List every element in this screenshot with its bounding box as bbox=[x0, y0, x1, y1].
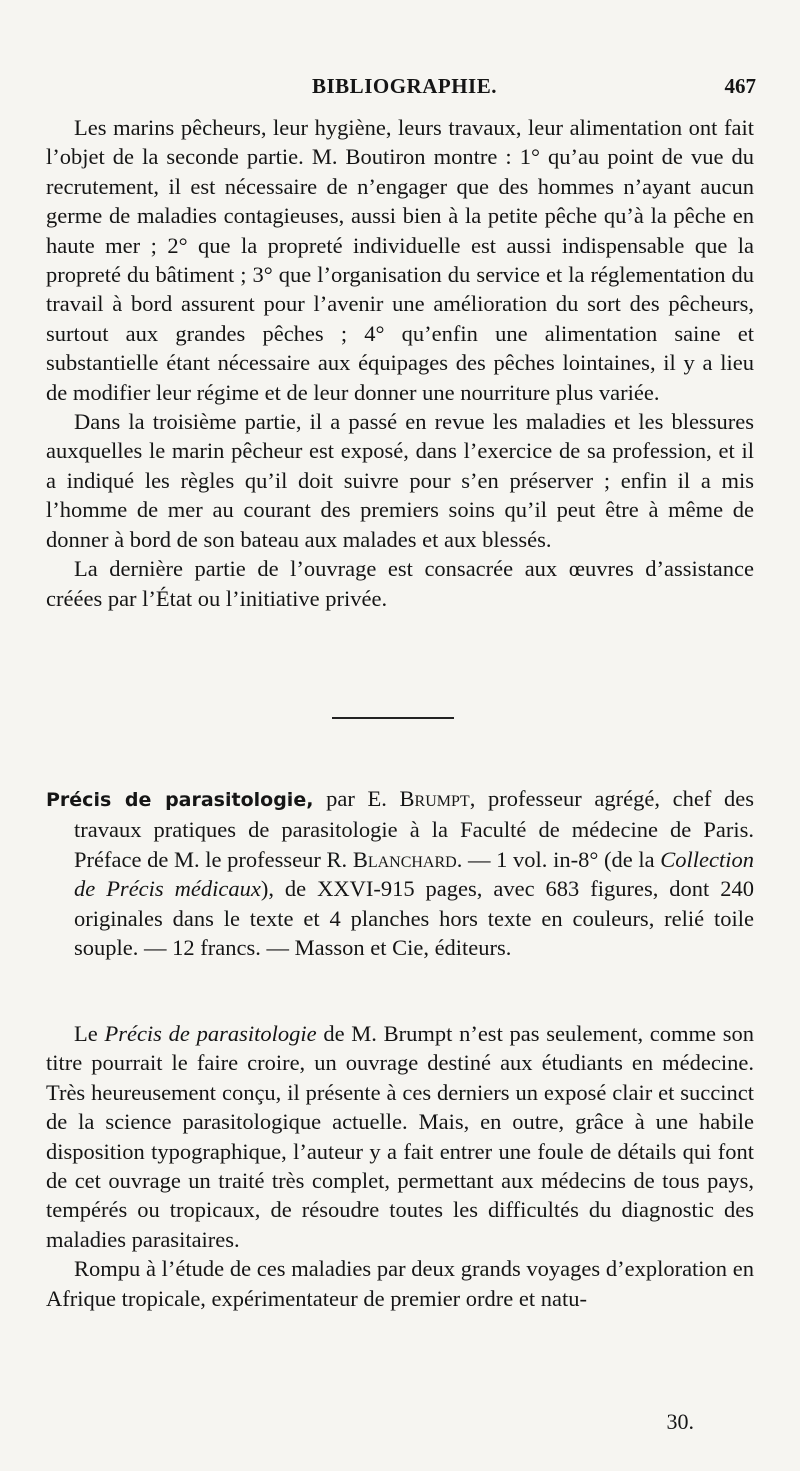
paragraph-text: Le bbox=[74, 1021, 105, 1046]
paragraph: Dans la troisième partie, il a passé en revue les maladies et les blessures auxquelles le marin pêcheur est exposé, dans l’exercice de sa profession, et il a indiqué les règles qu’il doit suivre pour s’en préserver ; enfin il a mis l’homme de mer au courant des premiers soins qu’il peut être à même de donner à bord de son bateau aux malades et aux blessés. bbox=[46, 409, 754, 552]
paragraph-text: de M. Brumpt n’est pas seulement, comme son titre pourrait le faire croire, un ouvrage destiné aux étudiants en médecine. Très heureusement conçu, il présente à ces derniers un exposé clair et succinct de la science parasitologique actuelle. Mais, en outre, grâce à une habile disposition typographique, l’auteur y a fait entrer une foule de détails qui font de cet ouvrage un traité très complet, permettant aux médecins de tous pays, tempérés ou tropicaux, de résoudre toutes les difficultés du diagnostic des maladies parasitaires. bbox=[46, 1021, 754, 1252]
paragraph: Les marins pêcheurs, leur hygiène, leurs travaux, leur alimentation ont fait l’objet de la seconde partie. M. Boutiron montre : 1° qu’au point de vue du recrutement, il est nécessaire de n’engager que des hommes n’ayant aucun germe de maladies contagieuses, aussi bien à la petite pêche qu’à la pêche en haute mer ; 2° que la propreté individuelle est aussi indispensable que la propreté du bâtiment ; 3° que l’organisation du service et la réglementation du travail à bord assurent pour l’avenir une amélioration du sort des pêcheurs, surtout aux grandes pêches ; 4° qu’enfin une alimentation saine et substantielle étant nécessaire aux équipages des pêches lointaines, il y a lieu de modifier leur régime et de leur donner une nourriture plus variée. bbox=[46, 115, 754, 405]
page-number: 467 bbox=[724, 74, 756, 98]
signature-mark: 30. bbox=[666, 1409, 694, 1434]
entry-text: . — 1 vol. in-8° (de la bbox=[456, 846, 661, 872]
running-head-title: BIBLIOGRAPHIE. bbox=[312, 74, 497, 98]
entry-text: par E. bbox=[313, 786, 400, 811]
review-body bbox=[46, 1019, 754, 1313]
running-head bbox=[0, 74, 800, 104]
paragraph bbox=[46, 1019, 754, 1254]
entry-text: , professeur agrégé, chef des travaux pratiques de parasitologie à la Faculté de médecine de Paris. Préface de M. le professeur R. bbox=[74, 786, 754, 872]
entry-text: ), de XXVI-915 pages, avec 683 figures, dont 240 originales dans le texte et 4 planches hors texte en couleurs, relié toile souple. — 12 francs. — Masson et Cie, éditeurs. bbox=[74, 876, 754, 961]
paragraph: Rompu à l’étude de ces maladies par deux grands voyages d’exploration en Afrique tropicale, expérimentateur de premier ordre et natu- bbox=[46, 1256, 754, 1311]
review-continuation bbox=[46, 113, 754, 613]
paragraph: La dernière partie de l’ouvrage est consacrée aux œuvres d’assistance créées par l’État ou l’initiative privée. bbox=[46, 556, 754, 611]
section-divider bbox=[332, 717, 454, 719]
author-name: Brumpt bbox=[399, 786, 470, 811]
cited-title: Précis de parasitologie bbox=[104, 1021, 317, 1046]
bibliographic-entry bbox=[46, 784, 754, 962]
collection-name: Collection de Précis médicaux bbox=[74, 846, 754, 902]
book-title: Précis de parasitologie, bbox=[46, 789, 314, 811]
preface-author-name: Blanchard bbox=[352, 846, 457, 872]
